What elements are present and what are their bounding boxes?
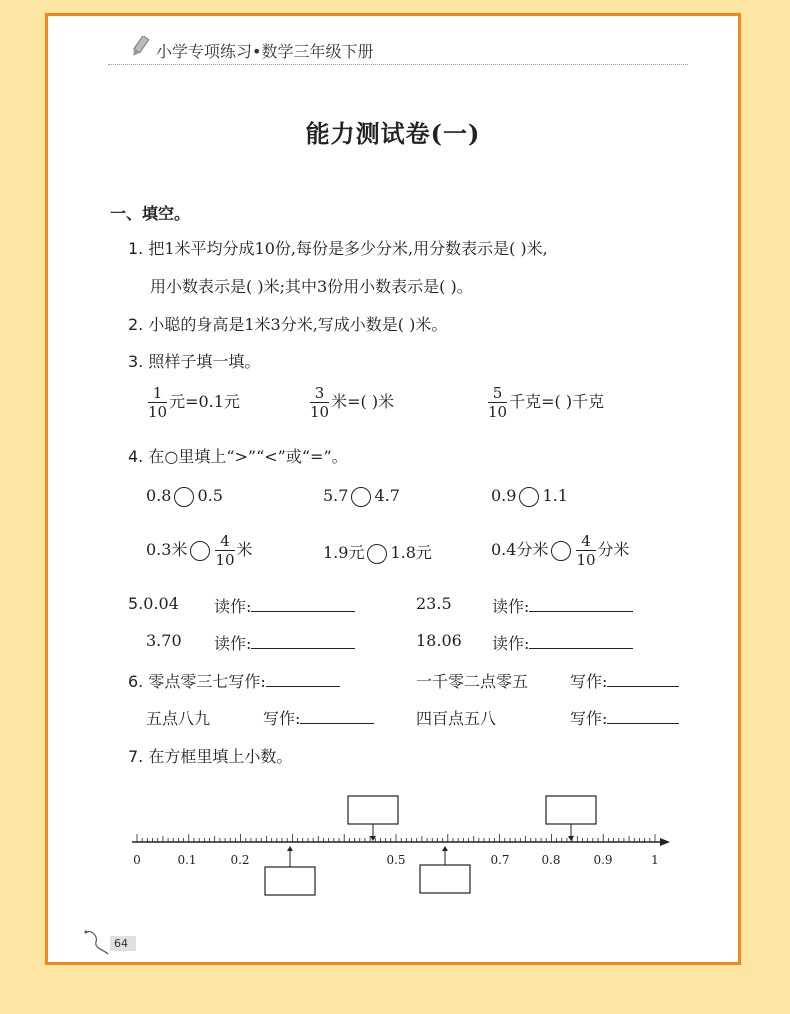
question-1-line-2: 用小数表示是( )米;其中3份用小数表示是( )。	[150, 277, 473, 296]
answer-box-bottom-1[interactable]	[265, 846, 315, 895]
q6-label-2: 写作:	[570, 669, 679, 692]
answer-blank[interactable]	[300, 709, 374, 724]
q6-item-1: 6. 零点零三七写作:	[128, 669, 340, 692]
q4-row1-item-1: 0.8 0.5	[146, 486, 223, 505]
answer-blank[interactable]	[607, 709, 679, 724]
answer-blank[interactable]	[251, 597, 355, 612]
fraction: $\frac{1}{10}$	[148, 384, 168, 421]
question-1-line-1: 1. 把1米平均分成10份,每份是多少分米,用分数表示是( )米,	[128, 239, 548, 258]
tick-label-0.8: 0.8	[541, 853, 561, 867]
answer-box-bottom-2[interactable]	[420, 846, 470, 893]
tick-label-0.7: 0.7	[490, 853, 510, 867]
answer-box-top-1[interactable]	[348, 796, 398, 841]
answer-box-top-2[interactable]	[546, 796, 596, 841]
q5-label-1: 读作:	[214, 594, 355, 617]
compare-circle[interactable]	[190, 541, 210, 561]
q5-label-2: 读作:	[492, 594, 633, 617]
tick-label-1: 1	[651, 853, 659, 867]
q6-item-4: 四百点五八	[416, 709, 497, 728]
tick-label-0.9: 0.9	[593, 853, 613, 867]
q5-item-4: 18.06	[416, 631, 462, 650]
q4-row1-item-3: 0.9 1.1	[491, 486, 568, 505]
tick-label-0.2: 0.2	[230, 853, 250, 867]
q4-row2-item-1: 0.3米 $\frac{4}{10}$ 米	[146, 532, 253, 569]
compare-circle[interactable]	[551, 541, 571, 561]
q4-row2-item-3: 0.4分米 $\frac{4}{10}$ 分米	[491, 532, 630, 569]
pencil-icon	[128, 36, 152, 58]
answer-blank[interactable]	[607, 672, 679, 687]
swirl-decoration-icon	[82, 926, 112, 956]
q4-row1-item-2: 5.7 4.7	[323, 486, 400, 505]
fraction: $\frac{3}{10}$	[310, 384, 330, 421]
tick-label-0.1: 0.1	[177, 853, 197, 867]
q5-item-2: 23.5	[416, 594, 452, 613]
fraction: $\frac{4}{10}$	[215, 532, 235, 569]
compare-circle[interactable]	[519, 487, 539, 507]
answer-blank[interactable]	[266, 672, 340, 687]
question-4: 4. 在○里填上“>”“<”或“=”。	[128, 447, 348, 466]
compare-circle[interactable]	[367, 544, 387, 564]
answer-blank[interactable]	[529, 634, 633, 649]
q3-item-2: $\frac{3}{10}$ 米=( )米	[310, 384, 395, 421]
page-number: 64	[110, 936, 136, 951]
answer-blank[interactable]	[251, 634, 355, 649]
page-header	[108, 34, 688, 65]
q5-item-1: 5.0.04	[128, 594, 179, 613]
q6-item-3: 五点八九	[146, 709, 211, 728]
q5-label-4: 读作:	[492, 631, 633, 654]
compare-circle[interactable]	[351, 487, 371, 507]
q5-item-3: 3.70	[146, 631, 182, 650]
tick-label-0.5: 0.5	[386, 853, 406, 867]
q6-label-3: 写作:	[263, 706, 374, 729]
compare-circle[interactable]	[174, 487, 194, 507]
tick-label-0: 0	[133, 853, 141, 867]
worksheet-page	[45, 13, 741, 965]
question-7: 7. 在方框里填上小数。	[128, 747, 293, 766]
q4-row2-item-2: 1.9元 1.8元	[323, 543, 432, 562]
book-title: 小学专项练习•数学三年级下册	[156, 42, 374, 61]
q3-item-3: $\frac{5}{10}$ 千克=( )千克	[488, 384, 605, 421]
q5-label-3: 读作:	[214, 631, 355, 654]
answer-blank[interactable]	[529, 597, 633, 612]
fraction: $\frac{4}{10}$	[576, 532, 596, 569]
q6-item-2: 一千零二点零五	[416, 672, 529, 691]
page-title: 能力测试卷(一)	[305, 119, 481, 148]
question-3: 3. 照样子填一填。	[128, 352, 261, 371]
fraction: $\frac{5}{10}$	[488, 384, 508, 421]
section-heading: 一、填空。	[110, 204, 191, 223]
q3-example: $\frac{1}{10}$ 元=0.1元	[148, 384, 240, 421]
q6-label-4: 写作:	[570, 706, 679, 729]
number-line	[48, 776, 744, 906]
question-2: 2. 小聪的身高是1米3分米,写成小数是( )米。	[128, 315, 448, 334]
